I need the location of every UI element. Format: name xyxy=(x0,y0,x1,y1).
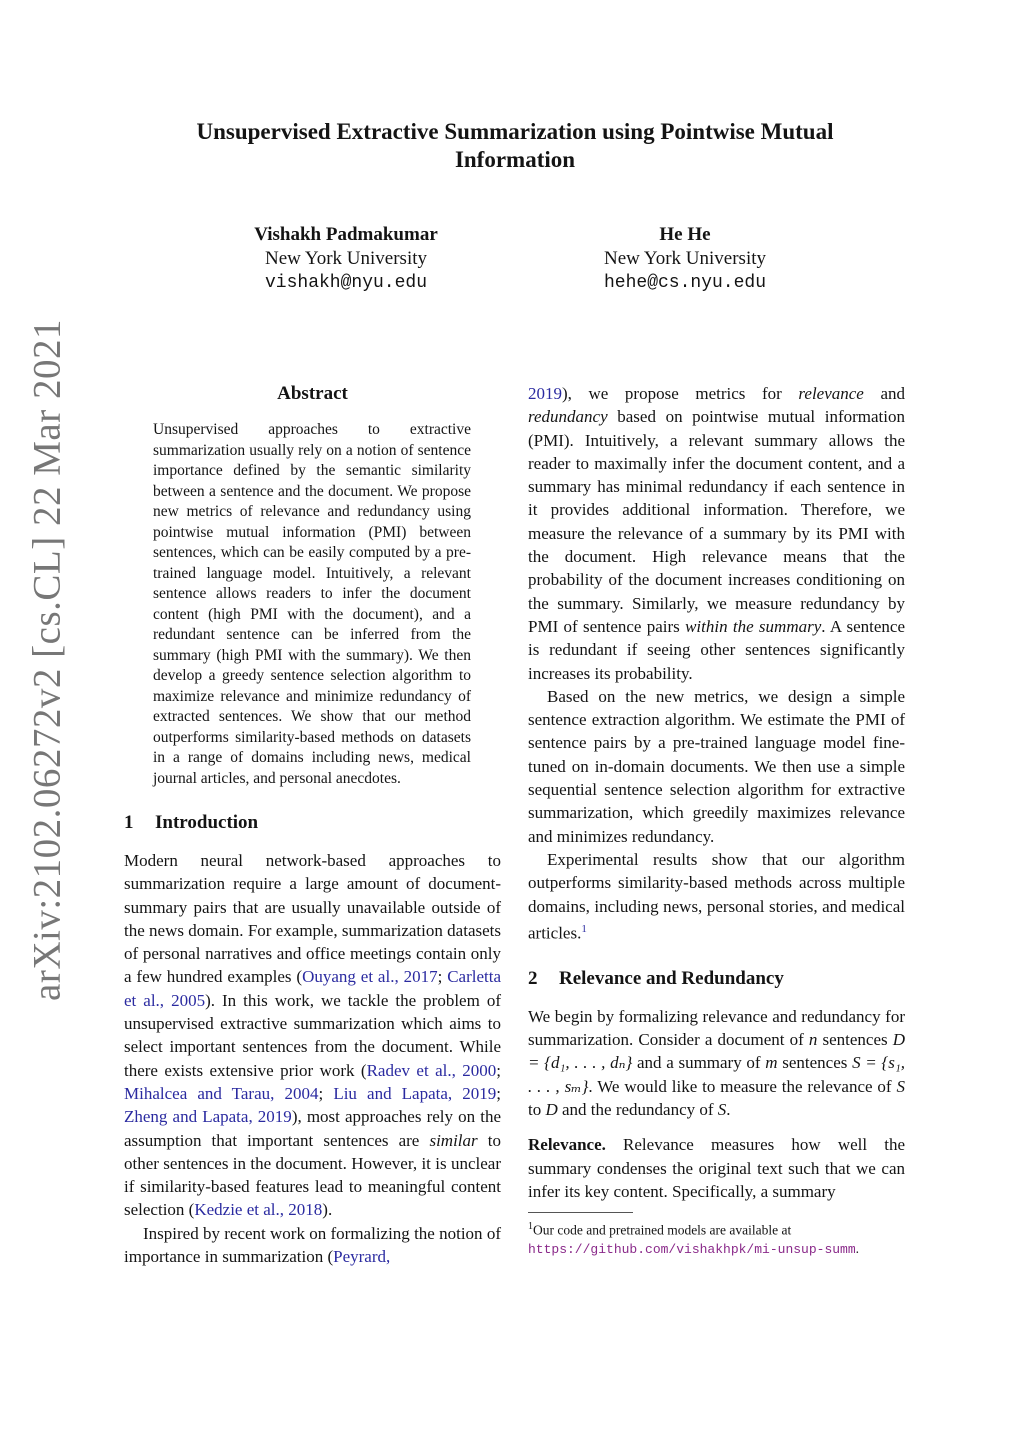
citation-link[interactable]: Peyrard, xyxy=(333,1247,391,1267)
abstract-heading: Abstract xyxy=(277,383,348,404)
footnote-marker[interactable]: 1 xyxy=(581,922,587,935)
section-2-paragraph-1: We begin by formalizing relevance and redundancy for summarization. Consider a document of n sentences D = {d₁, . . . , dₙ} and a summary of m sentences S = {s₁, . . . , sₘ}. We would like to measure the relevance of S to D and the redundancy of S. xyxy=(528,1006,906,1119)
citation-link[interactable]: Radev et al., 2000 xyxy=(366,1060,497,1080)
relevance-run-in-heading: Relevance. xyxy=(528,1135,606,1155)
author-email: vishakh@nyu.edu xyxy=(264,273,428,293)
section-2-heading xyxy=(528,967,905,991)
author-email: hehe@cs.nyu.edu xyxy=(603,273,767,293)
author-affiliation: New York University xyxy=(603,248,767,269)
arxiv-sidebar xyxy=(22,250,72,1070)
section-title: Relevance and Redundancy xyxy=(559,967,784,989)
code-repository-link[interactable]: https://github.com/vishakhpk/mi-unsup-summ xyxy=(528,1241,856,1257)
intro-paragraph-2-start: Inspired by recent work on formalizing the notion of importance in summarization (Peyrard, xyxy=(124,1223,501,1267)
author-name: He He xyxy=(659,224,711,245)
paper-title: Unsupervised Extractive Summarization using Pointwise Mutual Information xyxy=(196,119,834,172)
relevance-paragraph: Relevance. Relevance measures how well the summary condenses the original text such that we can infer its key content. Specifically, a summary xyxy=(528,1135,906,1201)
footnote: $^1$Our code and pretrained models are available at https://github.com/vishakhpk/mi-unsup-summ. xyxy=(528,1221,860,1257)
author-block-2 xyxy=(525,223,845,295)
citation-link[interactable]: 2019 xyxy=(528,384,562,403)
right-column xyxy=(528,382,905,1259)
intro-paragraph-2-cont: 2019), we propose metrics for relevance and redundancy based on pointwise mutual information (PMI). Intuitively, a relevant summary allows the reader to maximally infer the document content, and a summary has minimal redundancy if each sentence in it provides additional information. Therefore, we measure the relevance of a summary by its PMI with the document. High relevance means that the probability of the document increases conditioning on the summary. Similarly, we measure redundancy by PMI of sentence pairs within the summary. A sentence is redundant if seeing other sentences significantly increases its probability. xyxy=(528,384,906,683)
section-number: 2 xyxy=(528,967,538,989)
citation-link[interactable]: Kedzie et al., 2018 xyxy=(194,1200,323,1220)
author-block-1 xyxy=(186,223,506,295)
intro-paragraph-4: Experimental results show that our algorithm outperforms similarity-based methods across multiple domains, including news, personal stories, and medical articles.$^1$ xyxy=(528,849,905,943)
section-number: 1 xyxy=(124,812,134,833)
footnote-divider xyxy=(528,1212,633,1213)
section-1-heading xyxy=(124,811,501,835)
author-name: Vishakh Padmakumar xyxy=(254,224,438,245)
arxiv-identifier: arXiv:2102.06272v2 [cs.CL] 22 Mar 2021 xyxy=(25,319,69,1001)
citation-link[interactable]: Liu and Lapata, 2019 xyxy=(333,1083,497,1103)
citation-link[interactable]: Ouyang et al., 2017 xyxy=(302,967,438,987)
left-column xyxy=(124,382,501,1268)
intro-paragraph-1: Modern neural network-based approaches to summarization require a large amount of document-summary pairs that are usually unavailable outside of the news domain. For example, summarization datasets of personal narratives and office meetings contain only a few hundred examples (Ouyang et al., 2017; Carletta et al., 2005). In this work, we tackle the problem of unsupervised extractive summarization which aims to select important sentences from the document. While there exists extensive prior work (Radev et al., 2000; Mihalcea and Tarau, 2004; Liu and Lapata, 2019; Zheng and Lapata, 2019), most approaches rely on the assumption that important sentences are similar to other sentences in the document. However, it is unclear if similarity-based features lead to meaningful content selection (Kedzie et al., 2018). xyxy=(124,851,502,1220)
author-affiliation: New York University xyxy=(264,248,428,269)
citation-link[interactable]: Carletta et al., 2005 xyxy=(124,967,501,1010)
intro-paragraph-3: Based on the new metrics, we design a simple sentence extraction algorithm. We estimate the PMI of sentence pairs by a pre-trained language model fine-tuned on in-domain documents. We then use a simple sequential sentence selection algorithm for extractive summarization, which greedily maximizes relevance and minimizes redundancy. xyxy=(528,686,905,846)
section-title: Introduction xyxy=(155,812,259,833)
citation-link[interactable]: Zheng and Lapata, 2019 xyxy=(124,1107,292,1127)
citation-link[interactable]: Mihalcea and Tarau, 2004 xyxy=(124,1083,319,1103)
abstract-text: Unsupervised approaches to extractive summarization usually rely on a notion of sentence importance defined by the semantic similarity between a sentence and the document. We propose new metrics of relevance and redundancy using pointwise mutual information (PMI) between sentences, which can be easily computed by a pre-trained language model. Intuitively, a relevant sentence allows readers to infer the document content (high PMI with the document), and a redundant sentence can be inferred from the summary (high PMI with the summary). We then develop a greedy sentence selection algorithm to maximize relevance and minimize redundancy of extracted sentences. We show that our method outperforms similarity-based methods on datasets in a range of domains including news, medical journal articles, and personal anecdotes. xyxy=(153,421,471,787)
